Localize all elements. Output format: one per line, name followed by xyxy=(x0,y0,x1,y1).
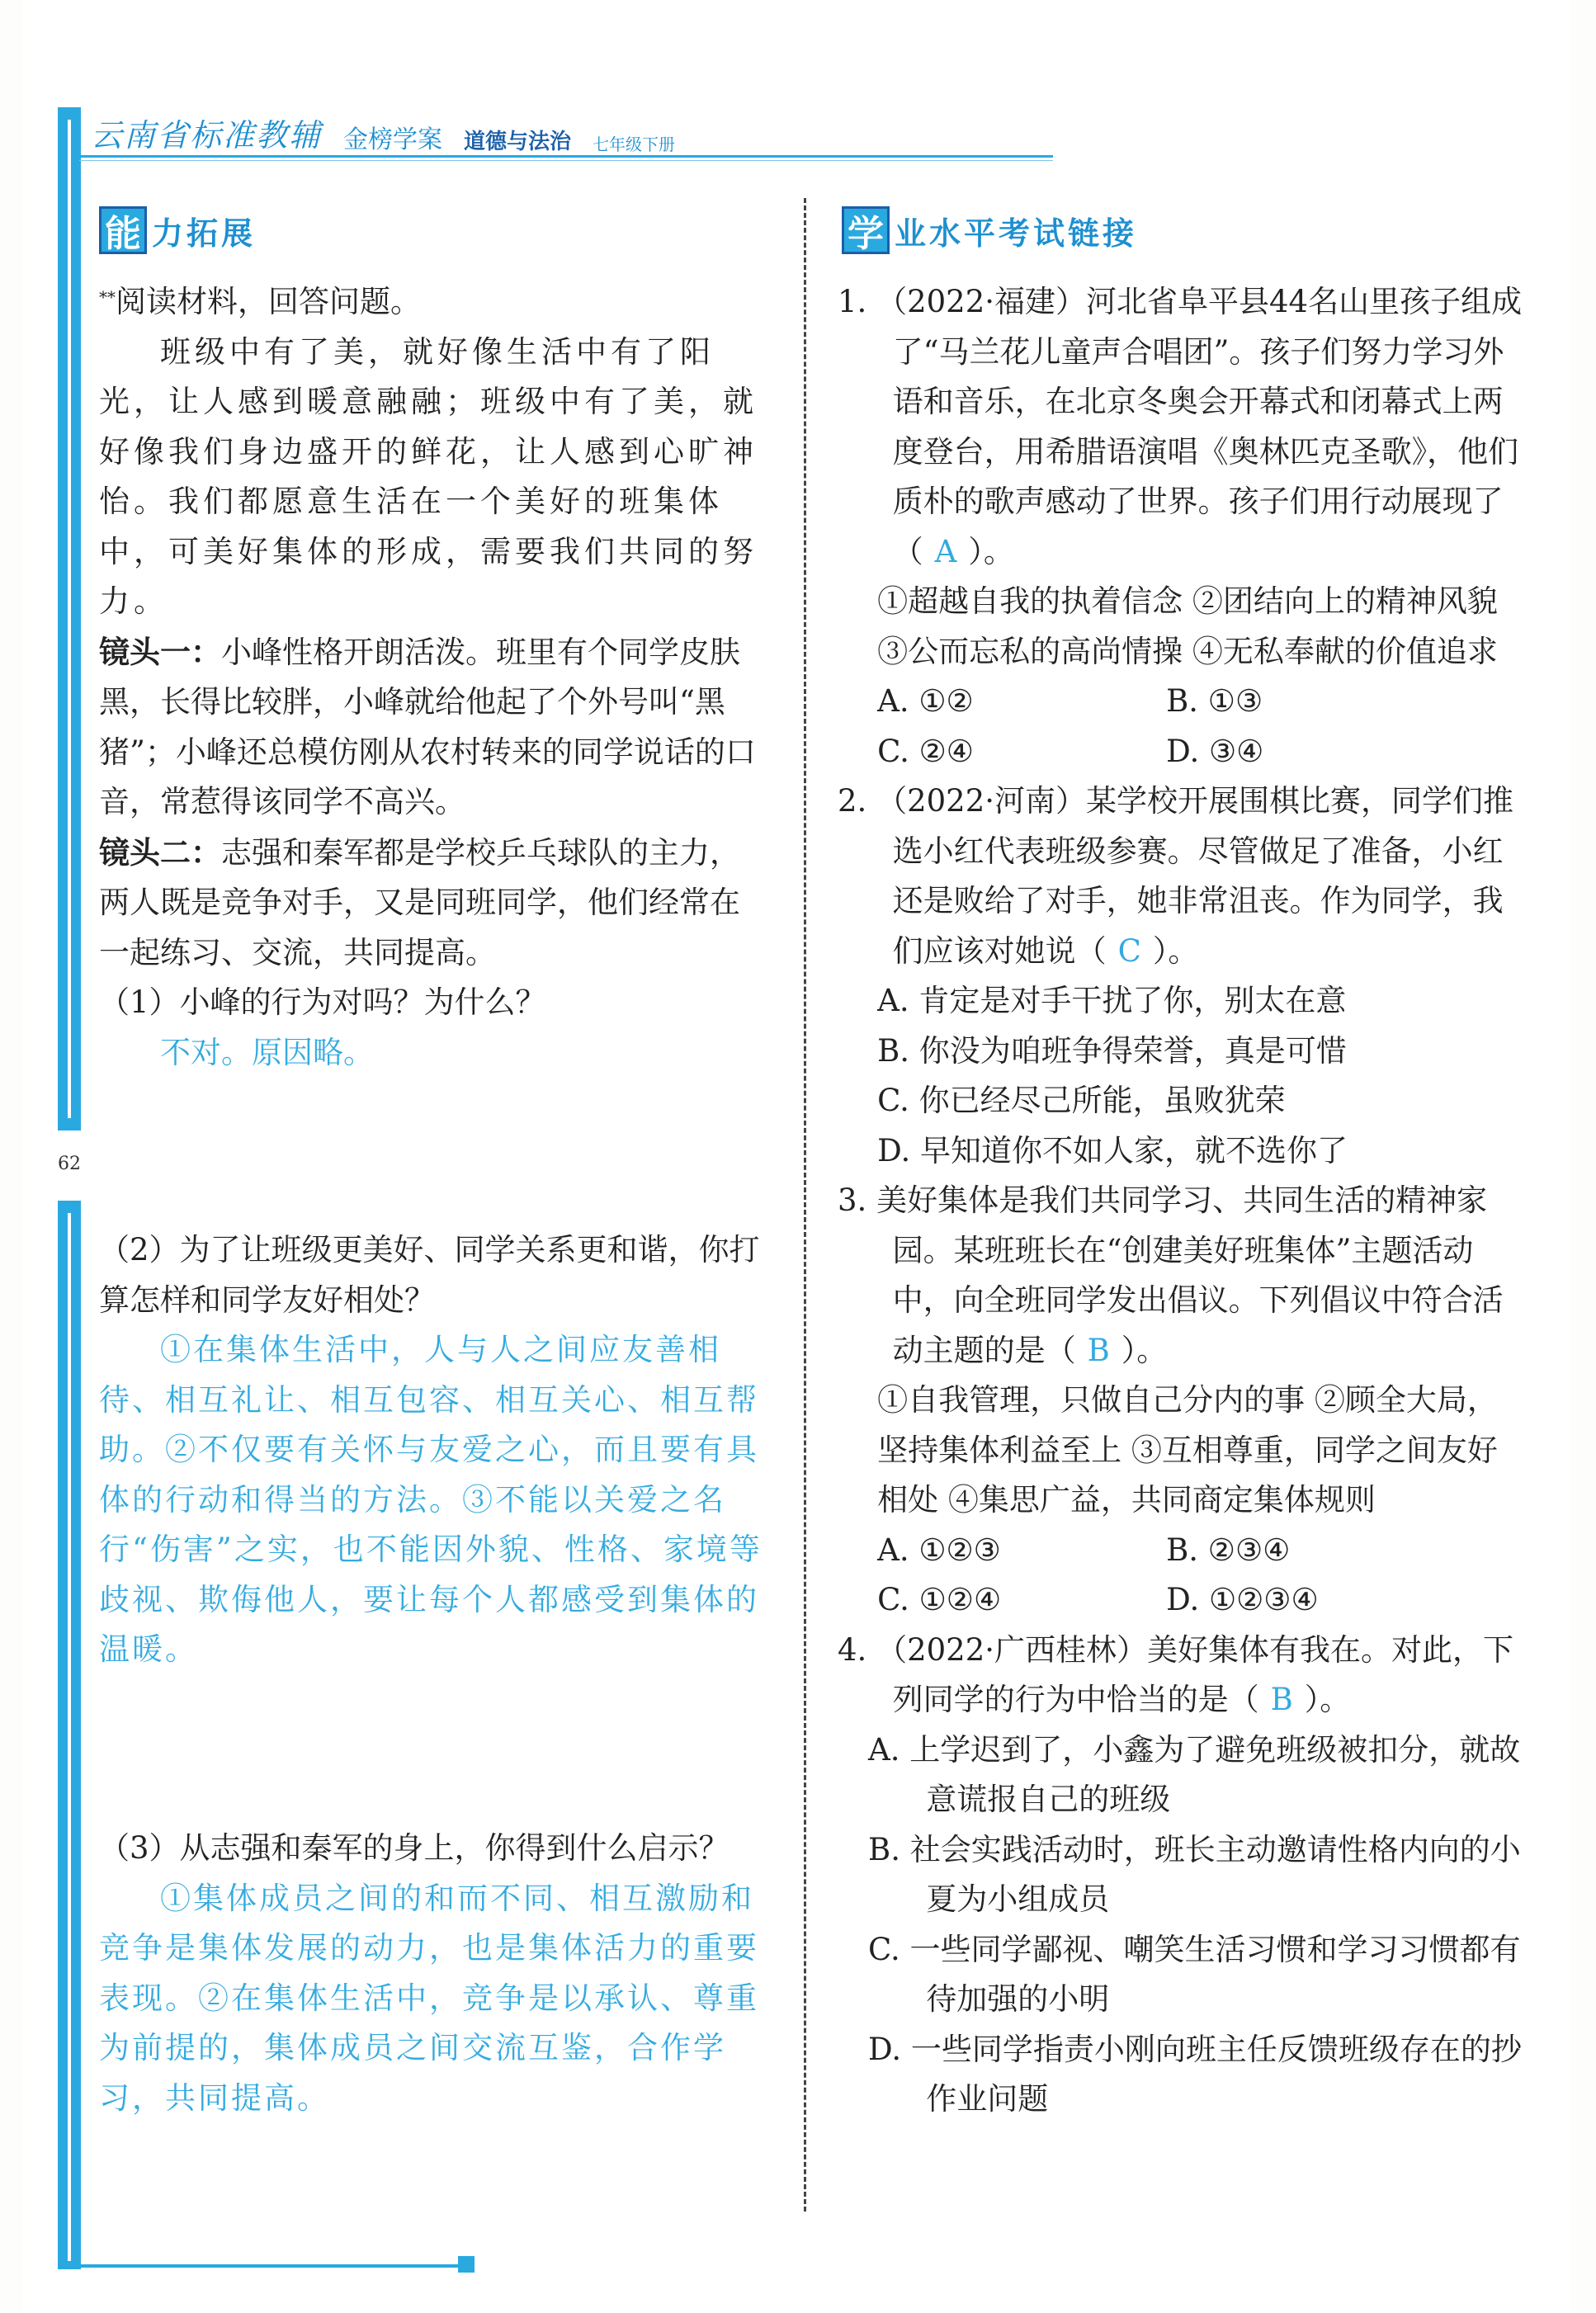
header-series: 金榜学案 xyxy=(343,125,443,154)
section-title-text: 力拓展 xyxy=(152,215,257,252)
answer-2: ①在集体生活中，人与人之间应友善相待、相互礼让、相互包容、相互关心、相互帮助。②不仅要有关怀与友爱之心，而且要有具体的行动和得当的方法。③不能以关爱之名行“伤害”之实，也不能因外貌、性格、家境等歧视、欺侮他人，要让每个人都感受到集体的温暖。 xyxy=(99,1332,763,1667)
question-stem-end: ）。 xyxy=(968,533,1014,569)
exam-question-1 xyxy=(838,277,1523,777)
question-stem-text: 美好集体是我们共同学习、共同生活的精神家园。某班班长在“创建美好班集体”主题活动中，向全班同学发出倡议。下列倡议中符合活动主题的是（ xyxy=(876,1182,1504,1368)
left-rail-top-stripe xyxy=(68,120,71,1118)
question-3: （3）从志强和秦军的身上，你得到什么启示？ xyxy=(99,1830,730,1866)
left-question-3-block xyxy=(99,1824,769,2123)
bottom-square-mark xyxy=(458,2256,475,2273)
right-column-content xyxy=(838,277,1523,2125)
shot1-paragraph xyxy=(99,627,769,828)
answer-mark: B xyxy=(1270,1682,1293,1717)
shot1-label: 镜头一： xyxy=(99,633,221,670)
instruction-text: 阅读材料，回答问题。 xyxy=(116,284,421,319)
question-number: 3. xyxy=(838,1182,867,1218)
exam-question-4 xyxy=(838,1626,1523,2125)
header-rule xyxy=(79,155,1053,158)
question-items: ①超越自我的执着信念 ②团结向上的精神风貌 ③公而忘私的高尚情操 ④无私奉献的价值追求 xyxy=(877,583,1498,669)
question-number: 1. xyxy=(838,284,867,319)
instruction-line xyxy=(99,277,769,328)
option-b: B. ①③ xyxy=(1166,683,1263,719)
left-question-2-block xyxy=(99,1225,769,1675)
answer-mark: A xyxy=(934,533,957,569)
exam-question-2 xyxy=(838,777,1523,1176)
answer-3: ①集体成员之间的和而不同、相互激励和竞争是集体发展的动力，也是集体活力的重要表现。②在集体生活中，竞争是以承认、尊重为前提的，集体成员之间交流互鉴，合作学习，共同提高。 xyxy=(99,1880,759,2116)
reading-material: 班级中有了美，就好像生活中有了阳光，让人感到暖意融融；班级中有了美，就好像我们身边盛开的鲜花，让人感到心旷神怡。我们都愿意生活在一个美好的班集体中，可美好集体的形成，需要我们共同的努力。 xyxy=(99,333,758,619)
column-divider xyxy=(804,198,806,2212)
answer-1: 不对。原因略。 xyxy=(160,1034,374,1070)
option-b: B. 你没为咱班争得荣誉，真是可惜 xyxy=(877,1032,1347,1069)
option-d: D. 早知道你不如人家，就不选你了 xyxy=(877,1132,1348,1168)
question-stem xyxy=(838,1626,1523,1725)
option-c: C. ①②④ xyxy=(877,1582,1002,1617)
left-column-content xyxy=(99,277,769,1078)
answer-mark: B xyxy=(1087,1332,1110,1368)
difficulty-stars: ** xyxy=(99,287,116,307)
option-d: D. ①②③④ xyxy=(1166,1582,1319,1617)
option-a: A. ①② xyxy=(877,683,974,719)
option-a: A. 肯定是对手干扰了你，别太在意 xyxy=(877,983,1347,1018)
option-c: C. 一些同学鄙视、嘲笑生活习惯和学习习惯都有待加强的小明 xyxy=(868,1931,1521,2017)
option-b: B. 社会实践活动时，班长主动邀请性格内向的小夏为小组成员 xyxy=(868,1831,1521,1917)
left-rail-bottom-stripe xyxy=(68,1213,71,2261)
option-row xyxy=(838,1526,1523,1576)
shot2-label: 镜头二： xyxy=(99,833,221,871)
question-2: （2）为了让班级更美好、同学关系更和谐，你打算怎样和同学友好相处？ xyxy=(99,1232,760,1318)
question-items: ①自我管理，只做自己分内的事 ②顾全大局，坚持集体利益至上 ③互相尊重，同学之间友好相处 ④集思广益，共同商定集体规则 xyxy=(877,1382,1498,1518)
section-title-ability xyxy=(99,206,256,254)
question-stem-end: ）。 xyxy=(1304,1682,1351,1717)
question-number: 2. xyxy=(838,783,867,819)
exam-question-3 xyxy=(838,1176,1523,1626)
option-row xyxy=(838,1575,1523,1626)
section-title-box: 能 xyxy=(99,206,147,254)
bottom-rule xyxy=(58,2264,470,2268)
shot2-text: 志强和秦军都是学校乒乓球队的主力，两人既是竞争对手，又是同班同学，他们经常在一起练习、交流，共同提高。 xyxy=(99,834,740,970)
option-a: A. ①②③ xyxy=(877,1532,1001,1568)
shot2-paragraph xyxy=(99,828,769,979)
question-stem-text: （2022·河南）某学校开展围棋比赛，同学们推选小红代表班级参赛。尽管做足了准备，小红还是败给了对手，她非常沮丧。作为同学，我们应该对她说（ xyxy=(876,783,1514,969)
question-1: （1）小峰的行为对吗？为什么？ xyxy=(99,984,546,1020)
page-number: 62 xyxy=(58,1154,81,1174)
section-title-text: 业水平考试链接 xyxy=(895,215,1138,252)
section-title-exam xyxy=(842,206,1137,254)
answer-mark: C xyxy=(1117,932,1141,969)
option-d: D. ③④ xyxy=(1166,733,1264,769)
question-stem xyxy=(838,1176,1523,1376)
option-a: A. 上学迟到了，小鑫为了避免班级被扣分，就故意谎报自己的班级 xyxy=(868,1731,1521,1817)
option-row xyxy=(838,677,1523,727)
option-b: B. ②③④ xyxy=(1166,1532,1291,1568)
question-stem-text: （2022·广西桂林）美好集体有我在。对此，下列同学的行为中恰当的是（ xyxy=(876,1631,1514,1717)
question-stem-end: ）。 xyxy=(1152,932,1199,969)
option-c: C. ②④ xyxy=(877,733,974,769)
shot1-text: 小峰性格开朗活泼。班里有个同学皮肤黑，长得比较胖，小峰就给他起了个外号叫“黑猪”；小峰还总模仿刚从农村转来的同学说话的口音，常惹得该同学不高兴。 xyxy=(99,634,756,819)
header-subject: 道德与法治 xyxy=(464,130,572,154)
section-title-box: 学 xyxy=(842,206,890,254)
header-grade: 七年级下册 xyxy=(593,135,676,154)
question-stem-text: （2022·福建）河北省阜平县44名山里孩子组成了“马兰花儿童声合唱团”。孩子们努力学习外语和音乐，在北京冬奥会开幕式和闭幕式上两度登台，用希腊语演唱《奥林匹克圣歌》，他们质朴的歌声感动了世界。孩子们用行动展现了（ xyxy=(876,284,1523,569)
header-brand: 云南省标准教辅 xyxy=(91,117,323,153)
running-header xyxy=(91,106,675,155)
question-number: 4. xyxy=(838,1631,867,1668)
question-stem xyxy=(838,277,1523,577)
question-stem-end: ）。 xyxy=(1121,1332,1168,1368)
header-rule-thin xyxy=(79,160,1053,161)
option-c: C. 你已经尽己所能，虽败犹荣 xyxy=(877,1083,1286,1118)
question-stem xyxy=(838,777,1523,976)
option-d: D. 一些同学指责小刚向班主任反馈班级存在的抄作业问题 xyxy=(868,2031,1522,2117)
option-row xyxy=(838,727,1523,777)
